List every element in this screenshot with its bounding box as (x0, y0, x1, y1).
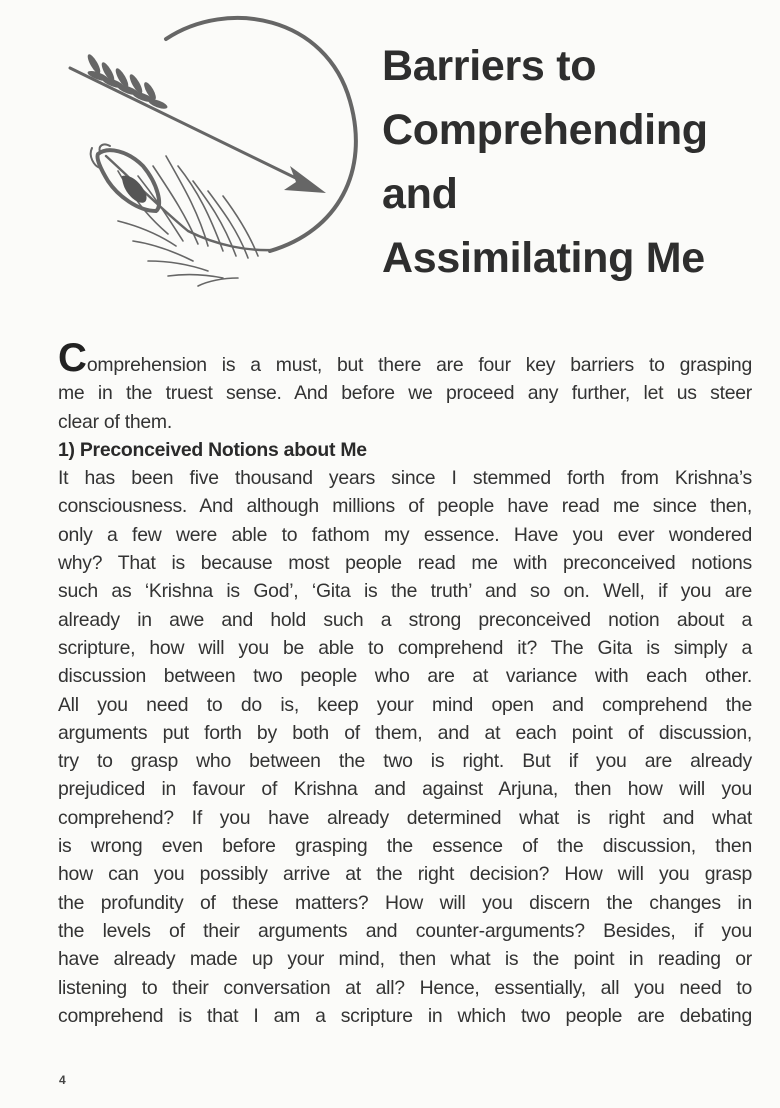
chapter-title-line: Comprehending (382, 106, 708, 154)
paragraph-line: comprehend? If you have already determined what is right and what (58, 806, 752, 829)
paragraph-line: already in awe and hold such a strong preconceived notion about a (58, 608, 752, 631)
paragraph-line: discussion between two people who are at variance with each other. (58, 665, 752, 688)
chapter-title-line: Assimilating Me (382, 234, 705, 282)
paragraph-line: arguments put forth by both of them, and at each point of discussion, (58, 721, 752, 744)
section-heading: 1) Preconceived Notions about Me (58, 438, 367, 461)
paragraph-line: the levels of their arguments and counter-arguments? Besides, if you (58, 919, 752, 942)
paragraph-line: consciousness. And although millions of people have read me since then, (58, 495, 752, 518)
paragraph-line: It has been five thousand years since I stemmed forth from Krishna’s (58, 467, 752, 490)
paragraph-line: is wrong even before grasping the essence of the discussion, then (58, 835, 752, 858)
paragraph-line: listening to their conversation at all? Hence, essentially, all you need to (58, 976, 752, 999)
paragraph-line: comprehend is that I am a scripture in which two people are debating (58, 1004, 752, 1027)
bow-arrow-peacock-feather-icon (58, 6, 368, 296)
paragraph-line: why? That is because most people read me with preconceived notions (58, 552, 752, 575)
paragraph-line: how can you possibly arrive at the right decision? How will you grasp (58, 863, 752, 886)
paragraph-line: only a few were able to fathom my essence. Have you ever wondered (58, 523, 752, 546)
page-number: 4 (59, 1073, 66, 1087)
paragraph-line: scripture, how will you be able to comprehend it? The Gita is simply a (58, 636, 752, 659)
paragraph-line: such as ‘Krishna is God’, ‘Gita is the truth’ and so on. Well, if you are (58, 580, 752, 603)
chapter-title-line: and (382, 170, 458, 218)
paragraph-line: try to grasp who between the two is right. But if you are already (58, 750, 752, 773)
paragraph-line: All you need to do is, keep your mind open and comprehend the (58, 693, 752, 716)
paragraph-line: have already made up your mind, then what is the point in reading or (58, 948, 752, 971)
intro-line: me in the truest sense. And before we proceed any further, let us steer (58, 382, 752, 405)
intro-line: clear of them. (58, 410, 172, 433)
intro-line: Comprehension is a must, but there are four key barriers to grasping (58, 336, 752, 380)
paragraph-line: prejudiced in favour of Krishna and against Arjuna, then how will you (58, 778, 752, 801)
paragraph-line: the profundity of these matters? How will you discern the changes in (58, 891, 752, 914)
chapter-title (382, 34, 772, 290)
drop-cap: C (58, 336, 87, 380)
chapter-title-line: Barriers to (382, 42, 597, 90)
body-text (58, 336, 752, 1030)
